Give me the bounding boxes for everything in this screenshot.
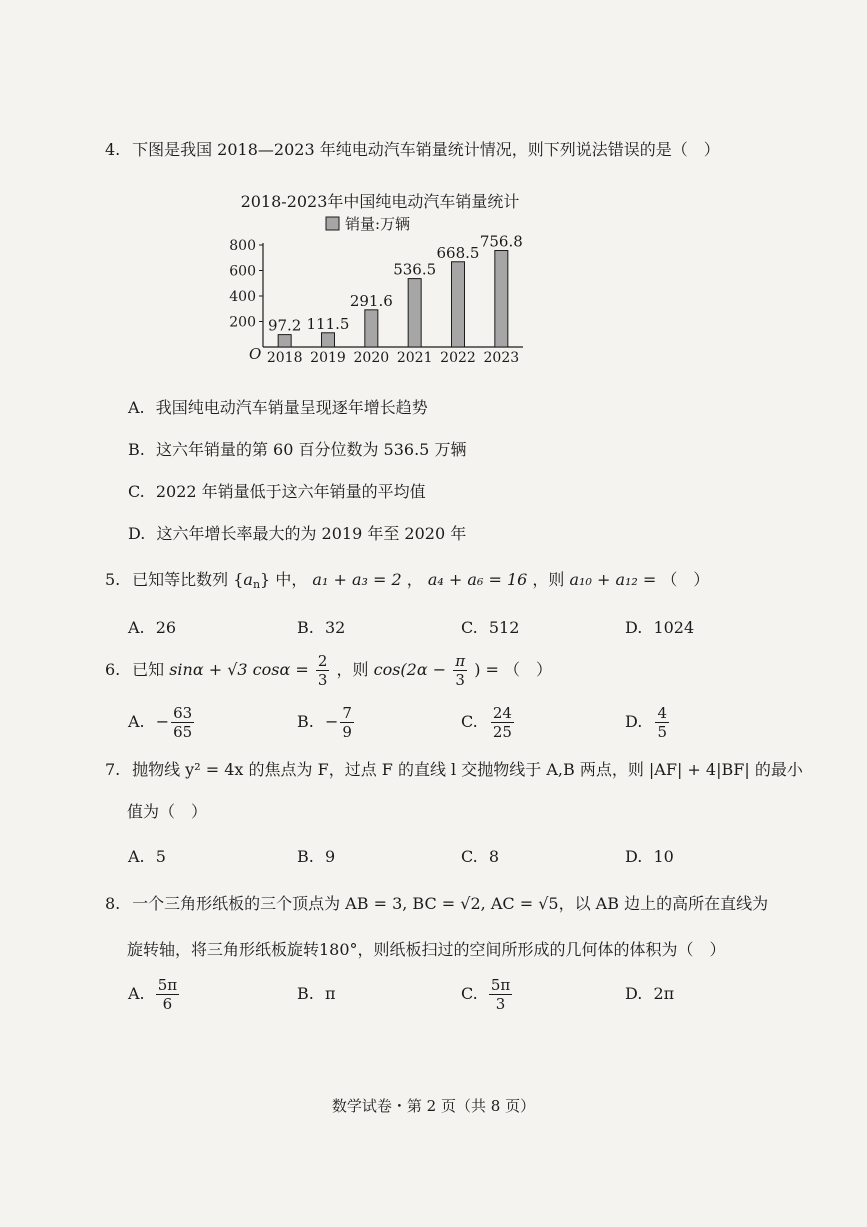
option-label: B. <box>297 847 314 866</box>
option-label: D. <box>625 984 643 1003</box>
numerator: 63 <box>173 704 193 722</box>
option-a[interactable] <box>128 974 181 1014</box>
fraction <box>156 976 179 1013</box>
option-text: 这六年销量的第 60 百分位数为 536.5 万辆 <box>155 440 467 459</box>
question-7 <box>105 758 803 782</box>
fraction <box>340 704 354 741</box>
option-text: 5 <box>155 847 166 866</box>
option-text: 26 <box>155 618 177 637</box>
question-number: 7. <box>105 760 121 779</box>
option-c[interactable] <box>461 845 499 869</box>
sequence-notation: $\{a_n\}$ <box>233 570 271 591</box>
q6-options <box>0 702 867 742</box>
bar-value-label: 291.6 <box>349 291 393 310</box>
option-label: A. <box>128 398 145 417</box>
bar-value-label: 97.2 <box>267 316 302 335</box>
x-tick-label: 2023 <box>483 350 520 366</box>
option-sign: − <box>155 712 170 731</box>
question-text: 旋转轴，将三角形纸板旋转180°，则纸板扫过的空间所形成的几何体的体积为（ ） <box>127 940 726 959</box>
option-b[interactable] <box>297 616 345 640</box>
option-a[interactable] <box>128 702 196 742</box>
question-text: 已知等比数列 <box>132 570 229 589</box>
option-label: B. <box>297 984 314 1003</box>
fraction <box>316 652 330 689</box>
option-label: D. <box>625 618 643 637</box>
option-c[interactable] <box>128 480 426 504</box>
fraction <box>489 976 512 1013</box>
denominator: 5 <box>657 723 667 741</box>
question-text: 抛物线 y² = 4x 的焦点为 F，过点 F 的直线 l 交抛物线于 A,B 两点，则 |AF| + 4|BF| 的最小 <box>132 760 803 779</box>
option-a[interactable] <box>128 396 428 420</box>
question-text: 下图是我国 2018—2023 年纯电动汽车销量统计情况，则下列说法错误的是（ ） <box>132 140 720 159</box>
question-4 <box>105 138 720 162</box>
option-c[interactable] <box>461 702 516 742</box>
fraction <box>655 704 669 741</box>
option-text: 8 <box>488 847 500 866</box>
option-d[interactable] <box>625 702 671 742</box>
question-number: 6. <box>105 660 121 679</box>
option-label: C. <box>128 482 145 501</box>
option-label: A. <box>128 618 145 637</box>
y-tick-label: 400 <box>229 289 256 305</box>
chart-bars <box>267 233 523 366</box>
bar <box>408 279 421 347</box>
bar-value-label: 668.5 <box>436 243 480 262</box>
numerator: π <box>455 652 466 670</box>
option-a[interactable] <box>128 616 176 640</box>
x-tick-label: 2022 <box>440 350 476 366</box>
numerator: 24 <box>492 704 512 722</box>
equation: ) = <box>474 660 499 679</box>
question-text: ，则 <box>532 570 565 589</box>
question-8-line2 <box>127 938 726 962</box>
question-8 <box>105 892 768 916</box>
chart-title: 2018-2023年中国纯电动汽车销量统计 <box>240 192 520 211</box>
option-text: 10 <box>653 847 674 866</box>
option-b[interactable] <box>297 845 335 869</box>
sequence-subscript: n <box>252 578 261 591</box>
denominator: 9 <box>342 723 352 741</box>
option-label: A. <box>128 712 145 731</box>
question-text: 中， <box>275 570 308 589</box>
q7-options <box>0 845 867 869</box>
option-c[interactable] <box>461 974 514 1014</box>
denominator: 3 <box>317 671 328 689</box>
option-label: D. <box>625 712 643 731</box>
x-tick-label: 2020 <box>353 350 390 366</box>
option-d[interactable] <box>625 616 694 640</box>
option-label: B. <box>297 712 314 731</box>
bar <box>278 335 291 347</box>
option-label: C. <box>461 712 478 731</box>
q8-options <box>0 974 867 1014</box>
q5-options <box>0 616 867 640</box>
option-text: 2022 年销量低于这六年销量的平均值 <box>155 482 426 501</box>
x-tick-label: 2018 <box>266 350 303 366</box>
answer-blank: （ ） <box>661 570 710 589</box>
option-d[interactable] <box>128 522 466 546</box>
option-d[interactable] <box>625 845 674 869</box>
option-text: 512 <box>488 618 520 637</box>
fraction <box>453 652 467 689</box>
option-b[interactable] <box>297 702 356 742</box>
question-5 <box>105 568 709 597</box>
fraction <box>491 704 514 741</box>
option-b[interactable] <box>128 438 466 462</box>
x-tick-label: 2021 <box>396 350 433 366</box>
bar <box>452 262 465 347</box>
denominator: 3 <box>495 995 506 1013</box>
x-tick-label: 2019 <box>310 350 346 366</box>
equation: a₁ + a₃ = 2 <box>312 570 402 589</box>
y-tick-label: 200 <box>229 314 256 331</box>
denominator: 25 <box>492 723 512 741</box>
question-7-line2 <box>127 800 207 824</box>
option-label: C. <box>461 984 478 1003</box>
option-label: B. <box>297 618 314 637</box>
answer-blank: （ ） <box>504 660 553 679</box>
bar-value-label: 536.5 <box>393 260 437 279</box>
option-label: C. <box>461 847 478 866</box>
legend-swatch <box>326 217 339 230</box>
question-number: 5. <box>105 570 121 589</box>
equation: cos(2α − <box>373 660 447 679</box>
numerator: 4 <box>657 704 667 722</box>
sequence-symbol: a <box>243 570 253 589</box>
denominator: 65 <box>173 723 193 741</box>
bar-value-label: 756.8 <box>479 232 523 251</box>
equation: a₁₀ + a₁₂ = <box>569 570 657 589</box>
legend-label: 销量:万辆 <box>345 215 411 233</box>
option-text: 2π <box>653 984 675 1003</box>
question-6 <box>105 650 552 690</box>
denominator: 3 <box>455 671 465 689</box>
equation: a₄ + a₆ = 16 <box>427 570 528 589</box>
option-label: C. <box>461 618 478 637</box>
option-b[interactable] <box>297 974 335 1014</box>
option-label: A. <box>128 984 145 1003</box>
numerator: 5π <box>490 976 511 994</box>
option-a[interactable] <box>128 845 166 869</box>
numerator: 5π <box>157 976 178 994</box>
question-number: 8. <box>105 894 121 913</box>
fraction <box>171 704 194 741</box>
equation: sinα + √3 cosα = <box>169 660 309 679</box>
option-label: A. <box>128 847 145 866</box>
option-c[interactable] <box>461 616 519 640</box>
numerator: 2 <box>317 652 328 670</box>
option-label: B. <box>128 440 145 459</box>
question-text: ，则 <box>336 660 369 679</box>
y-tick-label: 600 <box>229 263 256 280</box>
numerator: 7 <box>342 704 352 722</box>
bar-value-label: 111.5 <box>306 314 350 333</box>
question-text: ， <box>406 570 423 589</box>
option-label: D. <box>128 524 146 543</box>
question-text: 已知 <box>132 660 165 679</box>
bar <box>322 333 335 347</box>
denominator: 6 <box>162 995 173 1013</box>
option-text: 这六年增长率最大的为 2019 年至 2020 年 <box>156 524 467 543</box>
option-sign: − <box>324 712 339 731</box>
sales-bar-chart <box>225 185 535 370</box>
option-text: π <box>324 984 336 1003</box>
option-text: 32 <box>324 618 346 637</box>
bar <box>365 310 378 347</box>
y-tick-label: 800 <box>229 238 256 254</box>
page-footer: 数学试卷・第 2 页（共 8 页） <box>331 1097 536 1115</box>
question-text: 一个三角形纸板的三个顶点为 AB = 3, BC = √2, AC = √5，以 AB 边上的高所在直线为 <box>132 894 769 913</box>
origin-label: O <box>249 345 262 363</box>
option-label: D. <box>625 847 643 866</box>
option-text: 1024 <box>653 618 695 637</box>
question-text: 值为（ ） <box>127 802 208 821</box>
bar <box>495 251 508 347</box>
option-text: 我国纯电动汽车销量呈现逐年增长趋势 <box>155 398 428 417</box>
option-text: 9 <box>324 847 336 866</box>
question-number: 4. <box>105 140 121 159</box>
option-d[interactable] <box>625 974 674 1014</box>
